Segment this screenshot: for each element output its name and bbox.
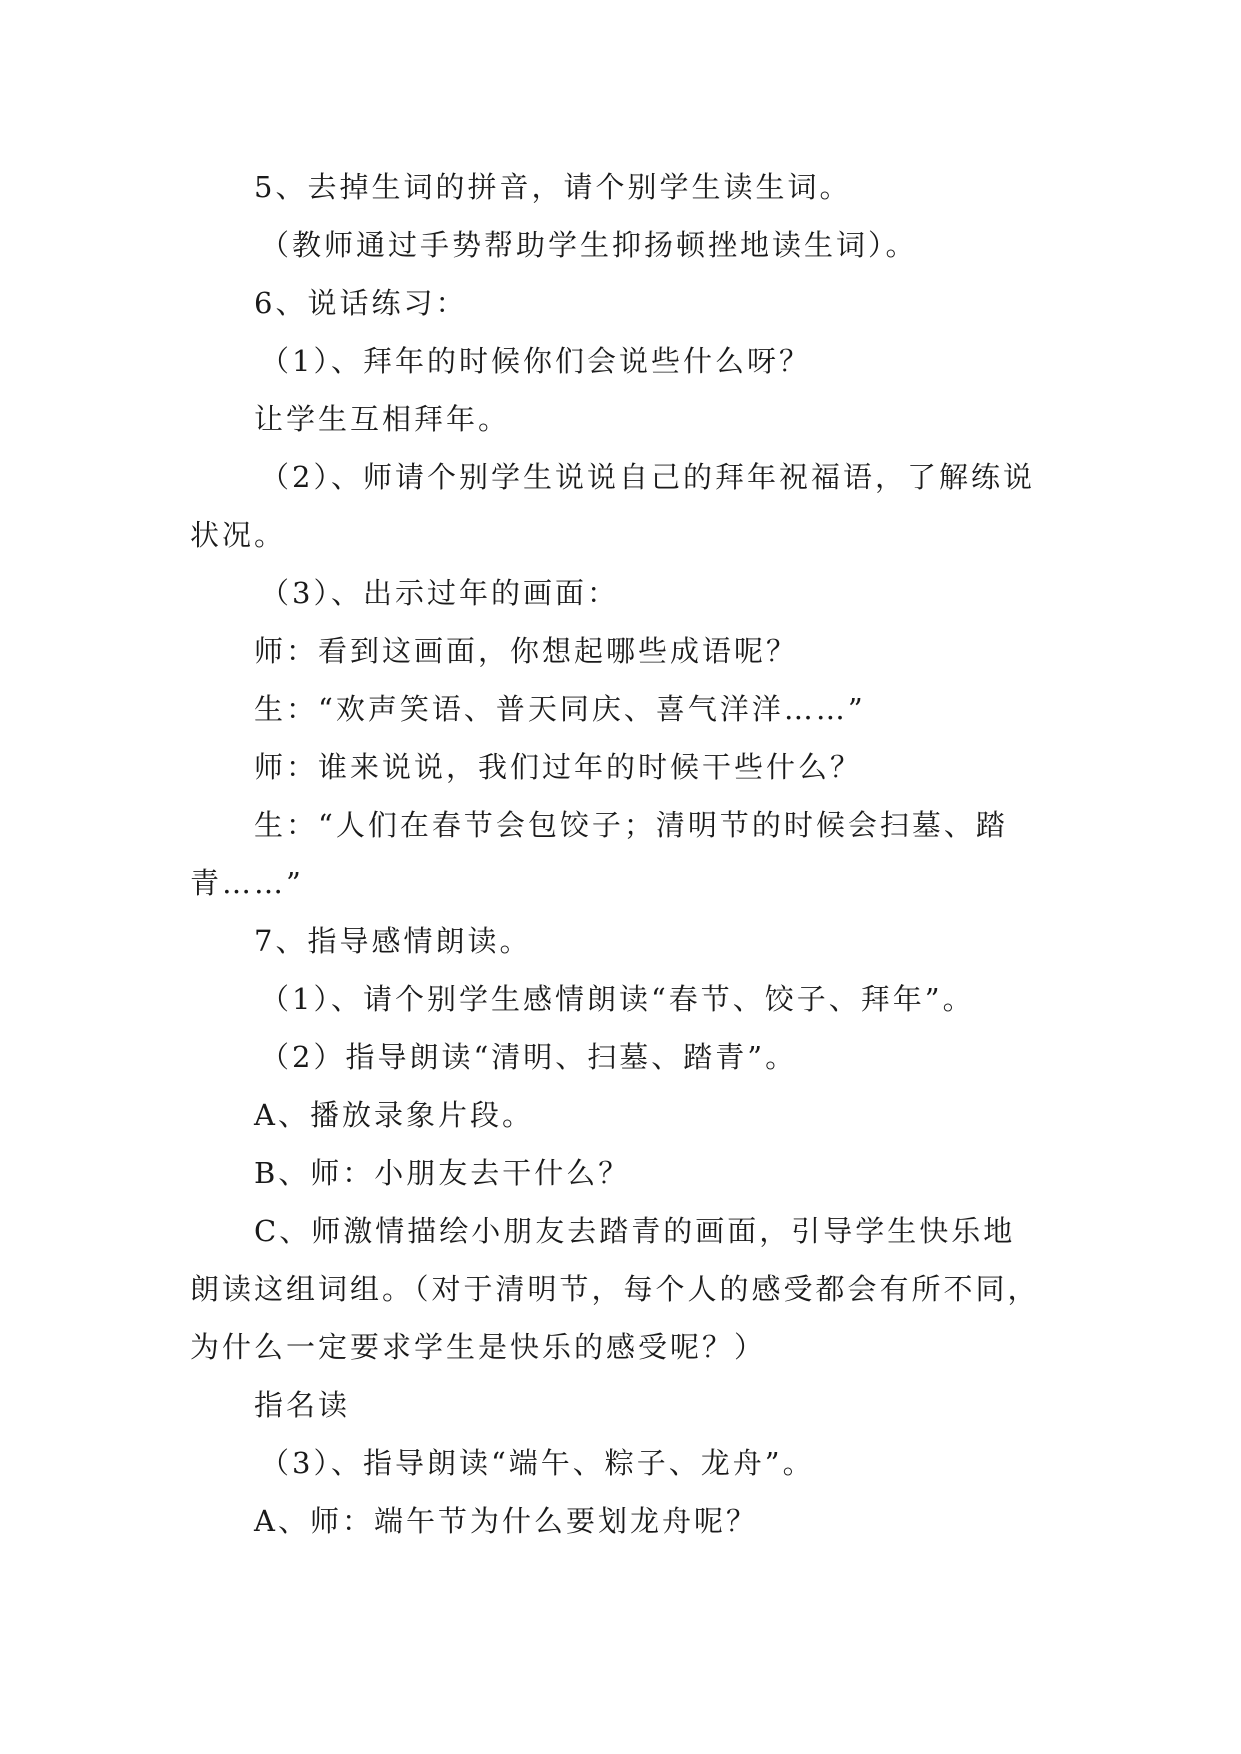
text-line: 5、去掉生词的拼音，请个别学生读生词。 [254, 170, 852, 204]
text-line: （1）、请个别学生感情朗读“春节、饺子、拜年”。 [260, 982, 975, 1016]
text-line: （教师通过手势帮助学生抑扬顿挫地读生词）。 [260, 228, 918, 262]
text-line: （1）、拜年的时候你们会说些什么呀？ [260, 344, 811, 378]
text-line: （2）、师请个别学生说说自己的拜年祝福语，了解练说 [260, 460, 1035, 494]
text-line: 师：看到这画面，你想起哪些成语呢？ [254, 634, 799, 668]
text-line: B、师：小朋友去干什么？ [254, 1156, 631, 1190]
text-line: 指名读 [254, 1388, 351, 1422]
text-line: 师：谁来说说，我们过年的时候干些什么？ [254, 750, 863, 784]
text-line: 6、说话练习： [254, 286, 468, 320]
text-line: 青……” [190, 866, 304, 900]
text-line: （3）、出示过年的画面： [260, 576, 619, 610]
text-line: 朗读这组词组。（对于清明节，每个人的感受都会有所不同， [190, 1272, 1040, 1306]
text-line: （2）指导朗读“清明、扫墓、踏青”。 [260, 1040, 798, 1074]
text-line: 让学生互相拜年。 [254, 402, 511, 436]
text-line: 7、指导感情朗读。 [254, 924, 532, 958]
text-line: A、师：端午节为什么要划龙舟呢？ [254, 1504, 758, 1538]
text-line: 生：“欢声笑语、普天同庆、喜气洋洋……” [254, 692, 866, 726]
text-line: C、师激情描绘小朋友去踏青的画面，引导学生快乐地 [254, 1214, 1016, 1248]
text-line: 状况。 [190, 518, 287, 552]
text-line: 生：“人们在春节会包饺子；清明节的时候会扫墓、踏 [254, 808, 1008, 842]
text-line: （3）、指导朗读“端午、粽子、龙舟”。 [260, 1446, 815, 1480]
text-line: A、播放录象片段。 [254, 1098, 534, 1132]
text-line: 为什么一定要求学生是快乐的感受呢？） [190, 1330, 767, 1364]
